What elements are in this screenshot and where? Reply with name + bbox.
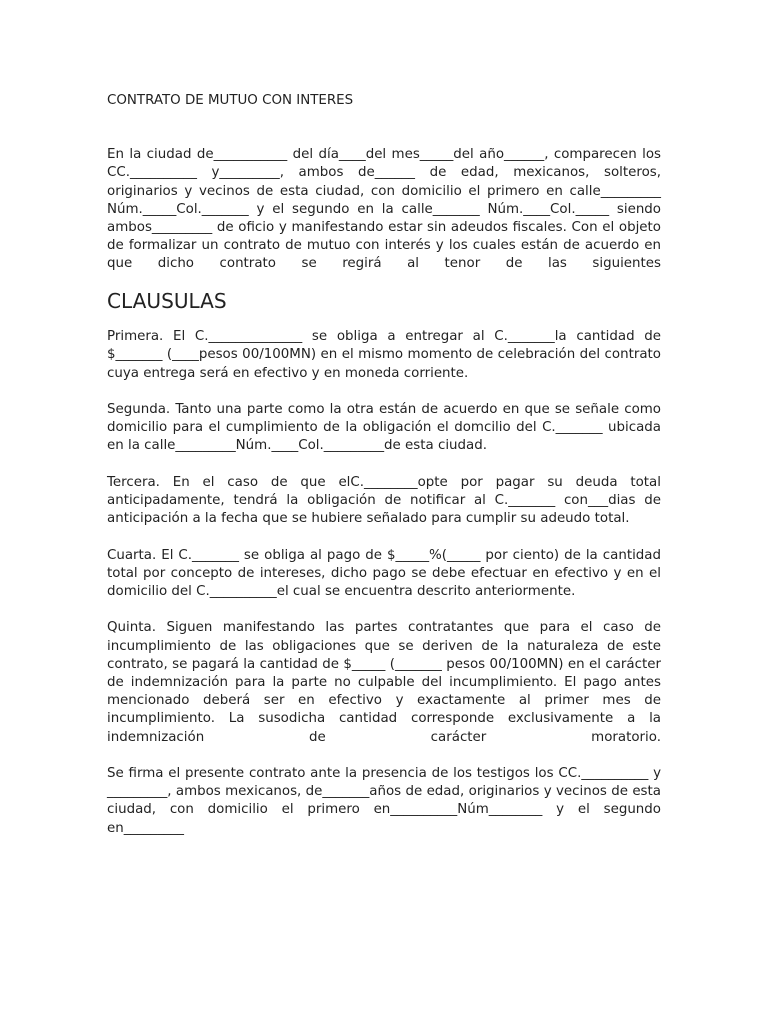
clause-primera: Primera. El C.______________ se obliga a entregar al C._______la cantidad de $_______ (____pesos 00/100MN) en el mismo momento de celebración del contrato cuya entrega será en efectivo y en moneda corriente. [107,329,661,381]
clauses-heading: CLAUSULAS [107,288,227,313]
intro-paragraph: En la ciudad de___________ del día____del mes_____del año______, comparecen los CC.__________ y_________, ambos de______ de edad, mexicanos, solteros, originarios y vecinos de esta ciudad, con domicilio el primero en calle_________ Núm._____Col._______ y el segundo en la calle_______ Núm.____Col._____ siendo ambos_________ de oficio y manifestando estar sin adeudos fiscales. Con el objeto de formalizar un contrato de mutuo con interés y los cuales están de acuerdo en que dicho contrato se regirá al tenor de las siguientes [107,147,661,272]
closing-paragraph: Se firma el presente contrato ante la presencia de los testigos los CC.__________ y _________, ambos mexicanos, de_______años de edad, originarios y vecinos de esta ciudad, con domicilio el primero en__________Núm________ y el segundo en_________ [107,766,661,836]
document-title: CONTRATO DE MUTUO CON INTERES [107,93,354,108]
clause-segunda: Segunda. Tanto una parte como la otra están de acuerdo en que se señale como domicilio para el cumplimiento de la obligación el domcilio del C._______ ubicada en la calle_________Núm.____Col._________de esta ciudad. [107,402,661,454]
clause-quinta: Quinta. Siguen manifestando las partes contratantes que para el caso de incumplimiento de las obligaciones que se deriven de la naturaleza de este contrato, se pagará la cantidad de $_____ (_______ pesos 00/100MN) en el carácter de indemnización para la parte no culpable del incumplimiento. El pago antes mencionado deberá ser en efectivo y exactamente al primer mes de incumplimiento. La susodicha cantidad corresponde exclusivamente a la indemnización de carácter moratorio. [107,620,661,745]
document-page [107,92,661,856]
clause-tercera: Tercera. En el caso de que elC.________opte por pagar su deuda total anticipadamente, tendrá la obligación de notificar al C._______ con___dias de anticipación a la fecha que se hubiere señalado para cumplir su adeudo total. [107,474,661,527]
clause-cuarta: Cuarta. El C._______ se obliga al pago de $_____%(_____ por ciento) de la cantidad total por concepto de intereses, dicho pago se debe efectuar en efectivo y en el domicilio del C.__________el cual se encuentra descrito anteriormente. [107,547,661,599]
